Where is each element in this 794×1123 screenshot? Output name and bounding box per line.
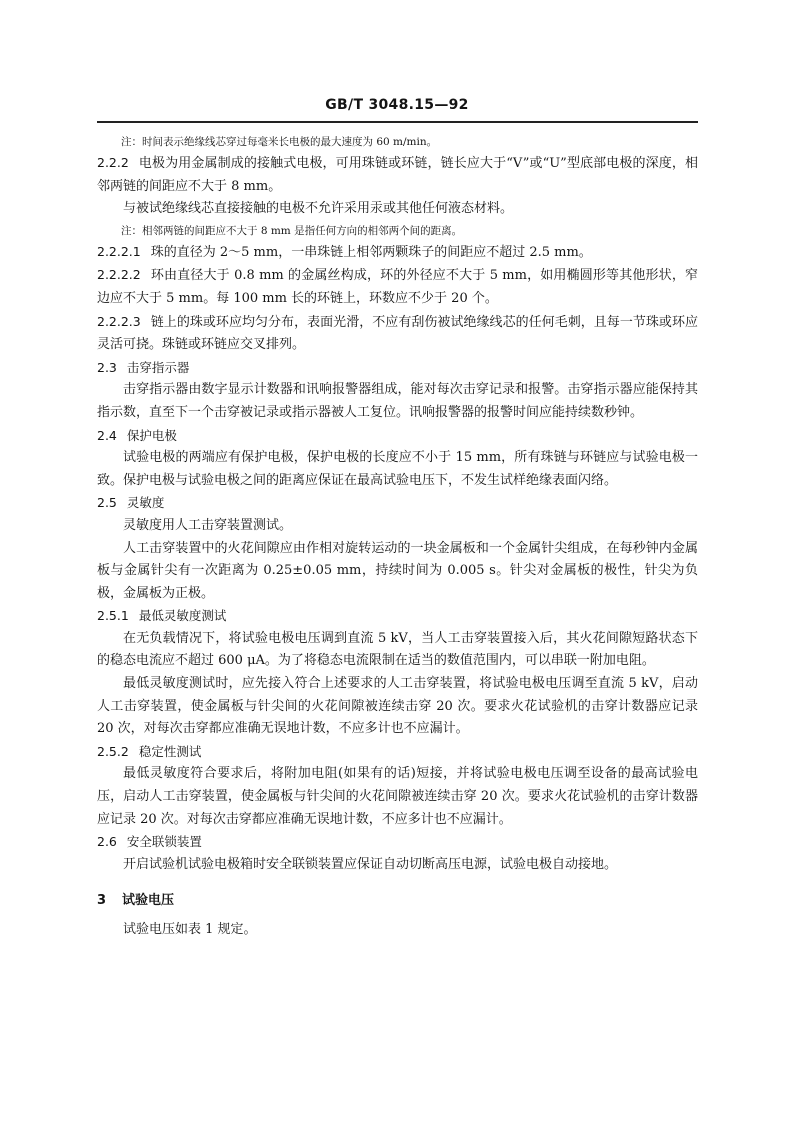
paragraph-no-liquid: 与被试绝缘线芯直接接触的电极不允许采用汞或其他任何液态材料。 [123, 201, 514, 217]
header-rule [97, 121, 698, 123]
clause-text: 环由直径大于 0.8 mm 的金属丝构成，环的外径应不大于 5 mm，如用椭圆形等其他形状，窄边应不大于 5 mm。每 100 mm 长的环链上，环数应不少于 20 个。 [97, 268, 698, 306]
section-number: 2.5 [97, 495, 117, 511]
chapter-heading-3 [97, 890, 698, 913]
page-header-standard-code: GB/T 3048.15—92 [325, 97, 469, 113]
clause-text: 电极为用金属制成的接触式电极，可用珠链或环链，链长应大于“V”或“U”型底部电极的深度，相邻两链的间距应不大于 8 mm。 [97, 156, 698, 194]
clause-text: 链上的珠或环应均匀分布，表面光滑，不应有刮伤被试绝缘线芯的任何毛刺，且每一节珠或环应灵活可挠。珠链或环链应交叉排列。 [97, 314, 698, 353]
section-number: 2.6 [97, 834, 117, 850]
section-number: 2.3 [97, 359, 117, 375]
note-test-speed: 注：时间表示绝缘线芯穿过每毫米长电极的最大速度为 60 m/min。 [121, 136, 438, 148]
paragraph-breakdown-indicator: 击穿指示器由数字显示计数器和讯响报警器组成，能对每次击穿记录和报警。击穿指示器应能保持其指示数，直至下一个击穿被记录或指示器被人工复位。讯响报警器的报警时间应能持续数秒钟。 [97, 382, 698, 420]
section-title: 击穿指示器 [126, 359, 190, 375]
note-chain-spacing: 注：相邻两链的间距应不大于 8 mm 是指任何方向的相邻两个间的距离。 [121, 224, 463, 237]
paragraph-test-voltage: 试验电压如表 1 规定。 [123, 922, 257, 937]
paragraph-steady-current: 在无负载情况下，将试验电极电压调到直流 5 kV，当人工击穿装置接入后，其火花间隙短路状态下的稳态电流应不超过 600 μA。为了将稳态电流限制在适当的数值范围内，可以串联一附加电阻。 [97, 630, 698, 669]
section-heading-2-3 [97, 357, 698, 380]
paragraph-guard-electrode: 试验电极的两端应有保护电极，保护电极的长度应不小于 15 mm，所有珠链与环链应与试验电极一致。保护电极与试验电极之间的距离应保证在最高试验电压下，不发生试样绝缘表面闪络。 [97, 450, 698, 488]
paragraph-safety-interlock: 开启试验机试验电极箱时安全联锁装置应保证自动切断高压电源，试验电极自动接地。 [123, 856, 618, 872]
section-title: 安全联锁装置 [126, 834, 202, 850]
section-heading-2-4 [97, 425, 698, 448]
chapter-title: 试验电压 [122, 893, 175, 909]
chapter-number: 3 [97, 893, 107, 909]
clause-number: 2.2.2.1 [97, 243, 141, 259]
section-title: 灵敏度 [126, 495, 165, 511]
clause-2-2-2-1 [97, 241, 698, 265]
section-number: 2.4 [97, 427, 117, 443]
document-body [97, 132, 698, 942]
clause-2-2-2 [97, 152, 698, 198]
clause-number: 2.2.2.3 [97, 313, 141, 329]
paragraph-sensitivity-intro: 灵敏度用人工击穿装置测试。 [123, 517, 293, 533]
section-title: 保护电极 [126, 427, 177, 443]
section-number: 2.5.1 [97, 608, 129, 624]
section-heading-2-6 [97, 831, 698, 854]
paragraph-minimum-sensitivity-test: 最低灵敏度测试时，应先接入符合上述要求的人工击穿装置，将试验电极电压调至直流 5 kV，启动人工击穿装置，使金属板与针尖间的火花间隙被连续击穿 20 次。要求火花试验机的击穿计数器应记录 20 次，对每次击穿都应准确无误地计数，不应多计也不应漏计。 [97, 676, 698, 737]
clause-number: 2.2.2 [97, 155, 129, 170]
section-heading-2-5-2 [97, 741, 698, 764]
clause-2-2-2-3 [97, 311, 698, 357]
section-heading-2-5-1 [97, 605, 698, 628]
clause-number: 2.2.2.2 [97, 267, 141, 283]
section-number: 2.5.2 [97, 743, 129, 759]
section-heading-2-5 [97, 492, 698, 515]
paragraph-artificial-breakdown: 人工击穿装置中的火花间隙应由作相对旋转运动的一块金属板和一个金属针尖组成，在每秒钟内金属板与金属针尖有一次距离为 0.25±0.05 mm，持续时间为 0.005 s。针尖对金属板的极性，针尖为负极，金属板为正极。 [97, 540, 698, 601]
clause-2-2-2-2 [97, 264, 698, 310]
clause-text: 珠的直径为 2～5 mm，一串珠链上相邻两颗珠子的间距应不超过 2.5 mm。 [150, 244, 592, 260]
section-title: 最低灵敏度测试 [138, 608, 227, 624]
section-title: 稳定性测试 [138, 743, 202, 759]
paragraph-stability-test: 最低灵敏度符合要求后，将附加电阻(如果有的话)短接，并将试验电极电压调至设备的最高试验电压，启动人工击穿装置，使金属板与针尖间的火花间隙被连续击穿 20 次。要求火花试验机的击穿计数器应记录 20 次。对每次击穿都应准确无误地计数，不应多计也不应漏计。 [97, 766, 698, 827]
